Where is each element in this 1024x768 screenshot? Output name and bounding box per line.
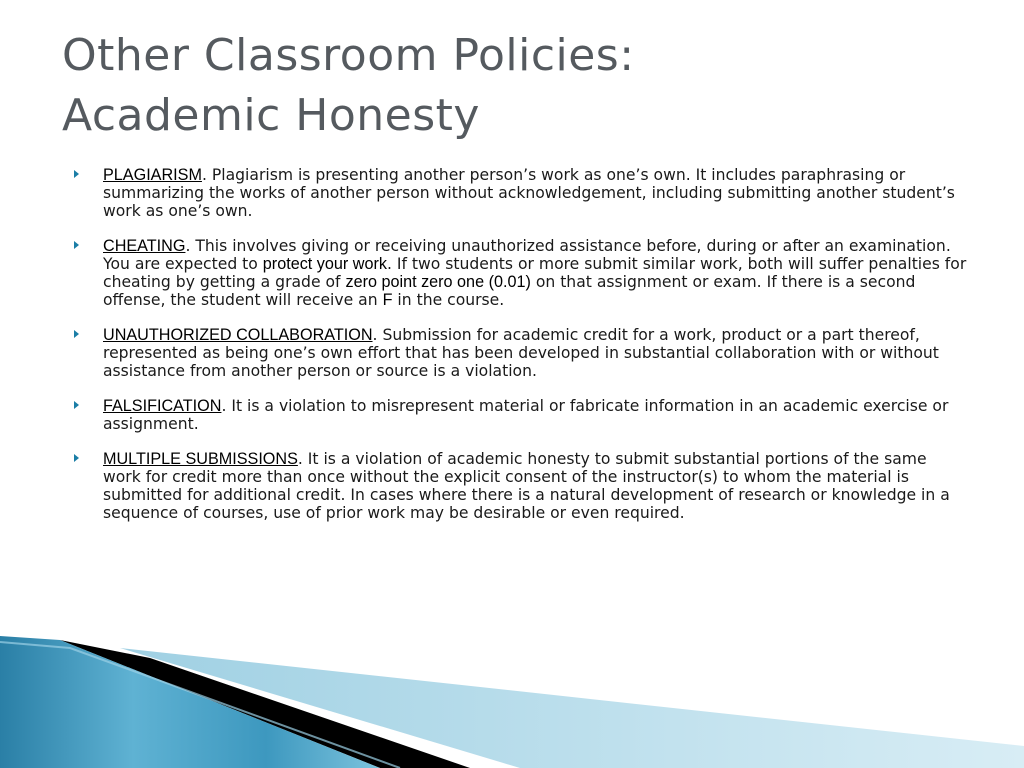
policy-text: on that assignment or exam. If there is a second offense, the student will receive an — [103, 273, 916, 309]
policy-text: in the course. — [392, 291, 505, 309]
policy-term: FALSIFICATION — [103, 397, 222, 415]
slide-title — [62, 26, 962, 146]
emphasis-text: F — [382, 291, 393, 309]
policy-item-plagiarism — [72, 166, 967, 220]
bullet-arrow-icon — [74, 170, 79, 178]
policy-text: . It is a violation of academic honesty to submit substantial portions of the same work for credit more than once without the explicit consent of the instructor(s) to whom the material is submitted for additional credit. In cases where there is a natural development of research or knowledge in a sequence of courses, use of prior work may be desirable or even required. — [103, 450, 950, 522]
policy-text: . If two students or more submit similar work, both will suffer penalties for cheating by getting a grade of — [103, 255, 967, 291]
policy-text: . It is a violation to misrepresent material or fabricate information in an academic exercise or assignment. — [103, 397, 949, 433]
policy-text: . This involves giving or receiving unauthorized assistance before, during or after an examination. You are expected to — [103, 237, 951, 273]
policy-term: PLAGIARISM — [103, 166, 202, 184]
policy-text: . Plagiarism is presenting another person’s work as one’s own. It includes paraphrasing or summarizing the works of another person without acknowledgement, including submitting another student’s work as one’s own. — [103, 166, 955, 220]
policy-list — [72, 166, 967, 539]
policy-term: CHEATING — [103, 237, 186, 255]
emphasis-text: zero point zero one (0.01) — [345, 273, 531, 291]
policy-item-cheating — [72, 237, 967, 309]
slide-title-line-1: Other Classroom Policies: — [62, 30, 635, 81]
slide-title-line-2: Academic Honesty — [62, 90, 480, 141]
policy-item-falsification — [72, 397, 967, 433]
emphasis-text: protect your work — [262, 255, 387, 273]
bullet-arrow-icon — [74, 330, 79, 338]
bullet-arrow-icon — [74, 454, 79, 462]
policy-item-unauthorized-collaboration — [72, 326, 967, 380]
policy-term: UNAUTHORIZED COLLABORATION — [103, 326, 373, 344]
policy-term: MULTIPLE SUBMISSIONS — [103, 450, 298, 468]
policy-text: . Submission for academic credit for a work, product or a part thereof, represented as being one’s own effort that has been developed in substantial collaboration with or without assistance from another person or source is a violation. — [103, 326, 939, 380]
bullet-arrow-icon — [74, 401, 79, 409]
policy-item-multiple-submissions — [72, 450, 967, 522]
decorative-swoosh — [0, 628, 1024, 768]
bullet-arrow-icon — [74, 241, 79, 249]
